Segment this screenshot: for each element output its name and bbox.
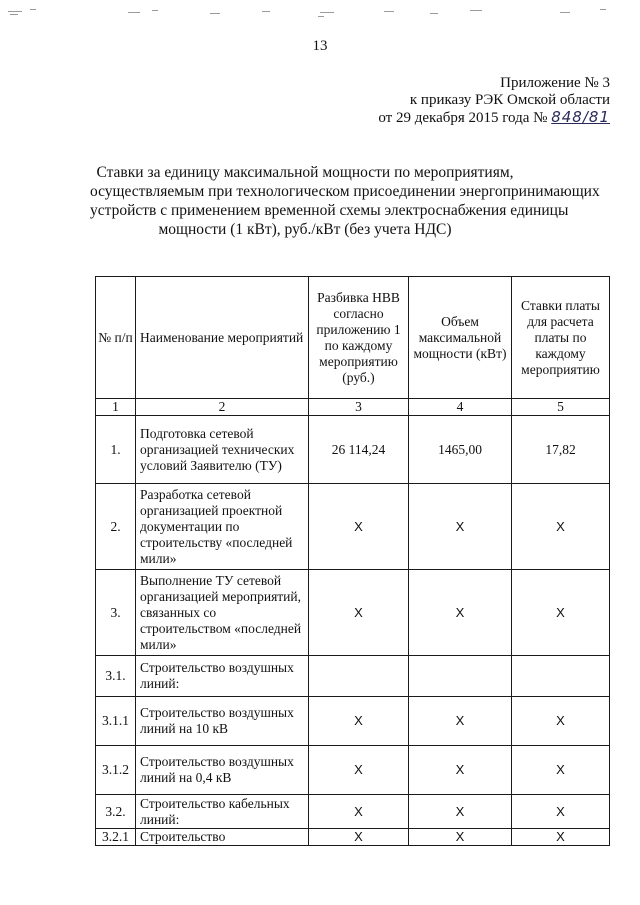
row-num: 3.2. bbox=[96, 795, 136, 829]
row-nvv: X bbox=[309, 746, 409, 795]
row-volume: X bbox=[409, 795, 512, 829]
title-line: устройств с применением временной схемы электроснабжения единицы bbox=[90, 202, 569, 219]
title-line: осуществляемым при технологическом присоединении энергопринимающих bbox=[90, 183, 600, 200]
row-nvv: X bbox=[309, 829, 409, 846]
row-num: 3.2.1 bbox=[96, 829, 136, 846]
row-volume: X bbox=[409, 829, 512, 846]
appendix-date: от 29 декабря 2015 года № bbox=[378, 110, 548, 126]
row-name: Строительство воздушных линий на 10 кВ bbox=[136, 697, 309, 746]
row-volume: 1465,00 bbox=[409, 416, 512, 484]
row-name: Подготовка сетевой организацией технических условий Заявителю (ТУ) bbox=[136, 416, 309, 484]
column-index-row bbox=[96, 399, 610, 416]
row-name: Разработка сетевой организацией проектной документации по строительству «последней мили» bbox=[136, 484, 309, 570]
header-num: № п/п bbox=[96, 277, 136, 399]
row-rate: X bbox=[512, 484, 610, 570]
title-line: Ставки за единицу максимальной мощности по мероприятиям, bbox=[96, 164, 514, 181]
page-number: 13 bbox=[312, 38, 328, 54]
column-index: 1 bbox=[96, 399, 136, 416]
appendix-label: Приложение № 3 bbox=[500, 75, 610, 91]
appendix-order-ref: к приказу РЭК Омской области bbox=[409, 92, 610, 108]
row-name: Строительство воздушных линий: bbox=[136, 656, 309, 697]
column-index: 2 bbox=[136, 399, 309, 416]
row-nvv: 26 114,24 bbox=[309, 416, 409, 484]
row-num: 3.1. bbox=[96, 656, 136, 697]
row-nvv: X bbox=[309, 570, 409, 656]
row-num: 3.1.1 bbox=[96, 697, 136, 746]
row-rate: X bbox=[512, 829, 610, 846]
appendix-date-line bbox=[378, 108, 610, 127]
row-volume: X bbox=[409, 746, 512, 795]
table-row bbox=[96, 484, 610, 570]
row-nvv: X bbox=[309, 697, 409, 746]
table-row bbox=[96, 416, 610, 484]
title-line: мощности (1 кВт), руб./кВт (без учета НДС) bbox=[158, 221, 452, 238]
row-nvv: X bbox=[309, 484, 409, 570]
row-name: Строительство bbox=[136, 829, 309, 846]
handwritten-order-number: 848/81 bbox=[551, 108, 610, 126]
row-nvv bbox=[309, 656, 409, 697]
row-name: Строительство кабельных линий: bbox=[136, 795, 309, 829]
row-num: 3. bbox=[96, 570, 136, 656]
row-num: 1. bbox=[96, 416, 136, 484]
table-row bbox=[96, 746, 610, 795]
row-rate: X bbox=[512, 795, 610, 829]
row-rate: X bbox=[512, 697, 610, 746]
row-num: 3.1.2 bbox=[96, 746, 136, 795]
row-rate: X bbox=[512, 570, 610, 656]
table-row bbox=[96, 697, 610, 746]
table-row bbox=[96, 570, 610, 656]
row-rate: 17,82 bbox=[512, 416, 610, 484]
row-volume: X bbox=[409, 484, 512, 570]
column-index: 5 bbox=[512, 399, 610, 416]
scan-artifacts bbox=[0, 6, 640, 20]
row-rate bbox=[512, 656, 610, 697]
header-volume: Объем максимальной мощности (кВт) bbox=[409, 277, 512, 399]
table-header-row bbox=[96, 277, 610, 399]
document-title bbox=[90, 163, 600, 239]
row-volume bbox=[409, 656, 512, 697]
table-row bbox=[96, 656, 610, 697]
column-index: 3 bbox=[309, 399, 409, 416]
row-num: 2. bbox=[96, 484, 136, 570]
row-volume: X bbox=[409, 697, 512, 746]
column-index: 4 bbox=[409, 399, 512, 416]
row-name: Выполнение ТУ сетевой организацией мероприятий, связанных со строительством «последней мили» bbox=[136, 570, 309, 656]
table-row bbox=[96, 829, 610, 846]
row-rate: X bbox=[512, 746, 610, 795]
table-row bbox=[96, 795, 610, 829]
header-nvv: Разбивка НВВ согласно приложению 1 по каждому мероприятию (руб.) bbox=[309, 277, 409, 399]
row-volume: X bbox=[409, 570, 512, 656]
header-name: Наименование мероприятий bbox=[136, 277, 309, 399]
rates-table bbox=[95, 276, 610, 846]
row-nvv: X bbox=[309, 795, 409, 829]
row-name: Строительство воздушных линий на 0,4 кВ bbox=[136, 746, 309, 795]
header-rate: Ставки платы для расчета платы по каждому мероприятию bbox=[512, 277, 610, 399]
